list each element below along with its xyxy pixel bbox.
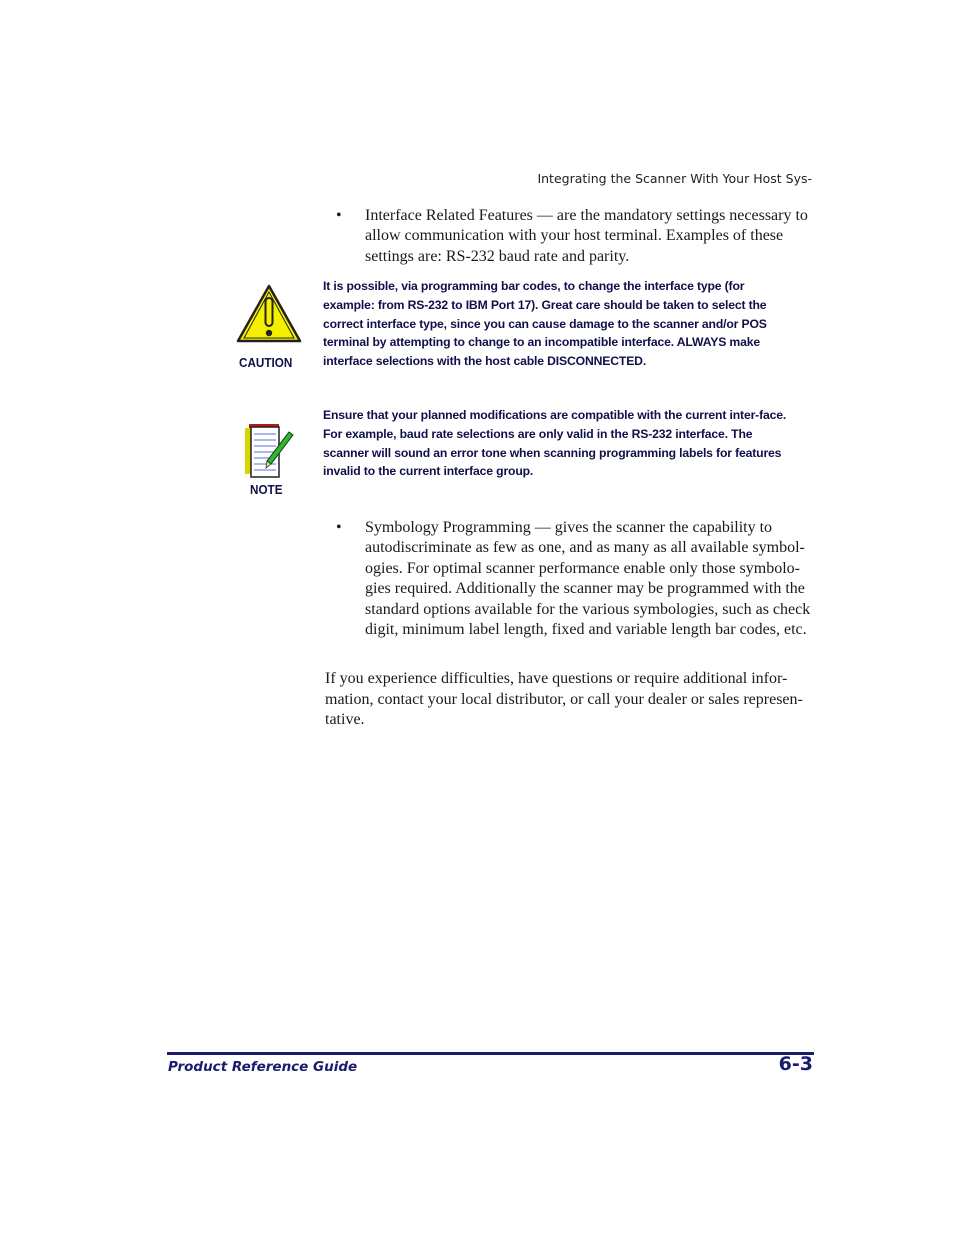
closing-paragraph: If you experience difficulties, have questions or require additional infor-mation, contact your local distributor, or call your dealer or sales represen-tative.	[325, 670, 803, 729]
caution-text: It is possible, via programming bar codes, to change the interface type (for example: from RS-232 to IBM Port 17). Great care should be taken to select the correct interface type, since you can cause damage to the scanner and/or POS terminal by attempting to change to an incompatible interface. ALWAYS make interface selections with the host cable DISCONNECTED.	[323, 279, 767, 369]
bullet-text: Symbology Programming — gives the scanner the capability to autodiscriminate as few as one, and as many as all available symbol-ogies. For optimal scanner performance enable only those symbolo-gies required. Additionally the scanner may be programmed with the standard options available for the various symbologies, such as check digit, minimum label length, fixed and variable length bar codes, etc.	[365, 519, 811, 639]
running-header: Integrating the Scanner With Your Host Sys-	[537, 171, 812, 186]
caution-label: CAUTION	[239, 355, 293, 370]
bullet-text: Interface Related Features — are the mandatory settings necessary to allow communication with your host terminal. Examples of these settings are: RS-232 baud rate and parity.	[365, 207, 808, 265]
footer-rule	[167, 1052, 814, 1055]
note-text: Ensure that your planned modifications are compatible with the current inter-face. For example, baud rate selections are only valid in the RS-232 interface. The scanner will sound an error tone when scanning programming labels for features invalid to the current interface group.	[323, 408, 787, 479]
bullet-marker: •	[336, 519, 342, 536]
note-label: NOTE	[250, 482, 283, 497]
notepad-pencil-icon	[241, 420, 297, 478]
page-number: 6-3	[778, 1053, 813, 1075]
bullet-symbology-programming	[336, 518, 814, 640]
bullet-marker: •	[336, 207, 342, 224]
bullet-interface-features	[336, 206, 814, 267]
caution-triangle-icon	[236, 284, 302, 344]
footer-guide-title: Product Reference Guide	[168, 1059, 358, 1075]
